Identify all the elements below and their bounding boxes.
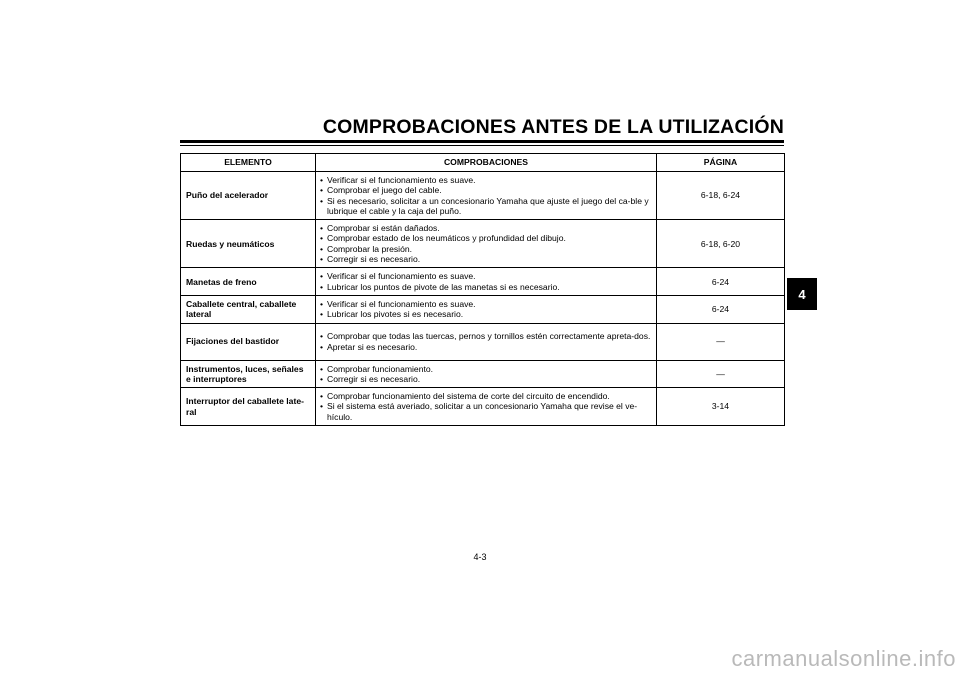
page-cell: 6-24	[657, 268, 785, 296]
check-item: • Si es necesario, solicitar a un concesionario Yamaha que ajuste el juego del ca-ble y lubrique el cable y la caja del puño.	[320, 196, 652, 217]
checks-cell	[316, 172, 657, 220]
check-item: • Lubricar los puntos de pivote de las manetas si es necesario.	[320, 282, 652, 292]
table-row	[181, 220, 785, 268]
table-row	[181, 323, 785, 360]
item-cell: Interruptor del caballete late-ral	[181, 388, 316, 426]
table-row	[181, 172, 785, 220]
check-item: • Comprobar el juego del cable.	[320, 185, 652, 195]
page-cell: —	[657, 323, 785, 360]
item-cell: Caballete central, caballete lateral	[181, 295, 316, 323]
column-header-pagina: PÁGINA	[657, 154, 785, 172]
check-item: • Apretar si es necesario.	[320, 342, 652, 352]
item-cell: Puño del acelerador	[181, 172, 316, 220]
checks-cell	[316, 220, 657, 268]
page-cell: 3-14	[657, 388, 785, 426]
checks-cell	[316, 295, 657, 323]
title-rule-thick	[180, 140, 784, 143]
check-item: • Verificar si el funcionamiento es suave.	[320, 175, 652, 185]
check-item: • Comprobar si están dañados.	[320, 223, 652, 233]
page-cell: 6-18, 6-24	[657, 172, 785, 220]
check-item: • Corregir si es necesario.	[320, 374, 652, 384]
column-header-elemento: ELEMENTO	[181, 154, 316, 172]
check-item: • Comprobar estado de los neumáticos y profundidad del dibujo.	[320, 233, 652, 243]
check-item: • Comprobar funcionamiento del sistema de corte del circuito de encendido.	[320, 391, 652, 401]
section-tab: 4	[787, 278, 817, 310]
checks-cell	[316, 323, 657, 360]
column-header-comprobaciones: COMPROBACIONES	[316, 154, 657, 172]
check-item: • Verificar si el funcionamiento es suave.	[320, 271, 652, 281]
page-cell: 6-18, 6-20	[657, 220, 785, 268]
check-item: • Verificar si el funcionamiento es suave.	[320, 299, 652, 309]
table-row	[181, 268, 785, 296]
watermark: carmanualsonline.info	[731, 646, 956, 671]
page-number: 4-3	[473, 552, 487, 562]
check-item: • Lubricar los pivotes si es necesario.	[320, 309, 652, 319]
checks-cell	[316, 360, 657, 388]
check-item: • Corregir si es necesario.	[320, 254, 652, 264]
page-cell: 6-24	[657, 295, 785, 323]
title-rule-thin	[180, 145, 784, 146]
table-header-row	[181, 154, 785, 172]
table-row	[181, 360, 785, 388]
page-title: COMPROBACIONES ANTES DE LA UTILIZACIÓN	[322, 116, 784, 138]
checks-cell	[316, 388, 657, 426]
table-row	[181, 388, 785, 426]
check-item: • Comprobar que todas las tuercas, pernos y tornillos estén correctamente apreta-dos.	[320, 331, 652, 341]
check-item: • Comprobar la presión.	[320, 244, 652, 254]
item-cell: Manetas de freno	[181, 268, 316, 296]
table-row	[181, 295, 785, 323]
item-cell: Instrumentos, luces, señales e interruptores	[181, 360, 316, 388]
pre-operation-checklist-table	[180, 153, 785, 426]
item-cell: Ruedas y neumáticos	[181, 220, 316, 268]
item-cell: Fijaciones del bastidor	[181, 323, 316, 360]
page-cell: —	[657, 360, 785, 388]
checks-cell	[316, 268, 657, 296]
check-item: • Comprobar funcionamiento.	[320, 364, 652, 374]
check-item: • Si el sistema está averiado, solicitar a un concesionario Yamaha que revise el ve-hículo.	[320, 401, 652, 422]
